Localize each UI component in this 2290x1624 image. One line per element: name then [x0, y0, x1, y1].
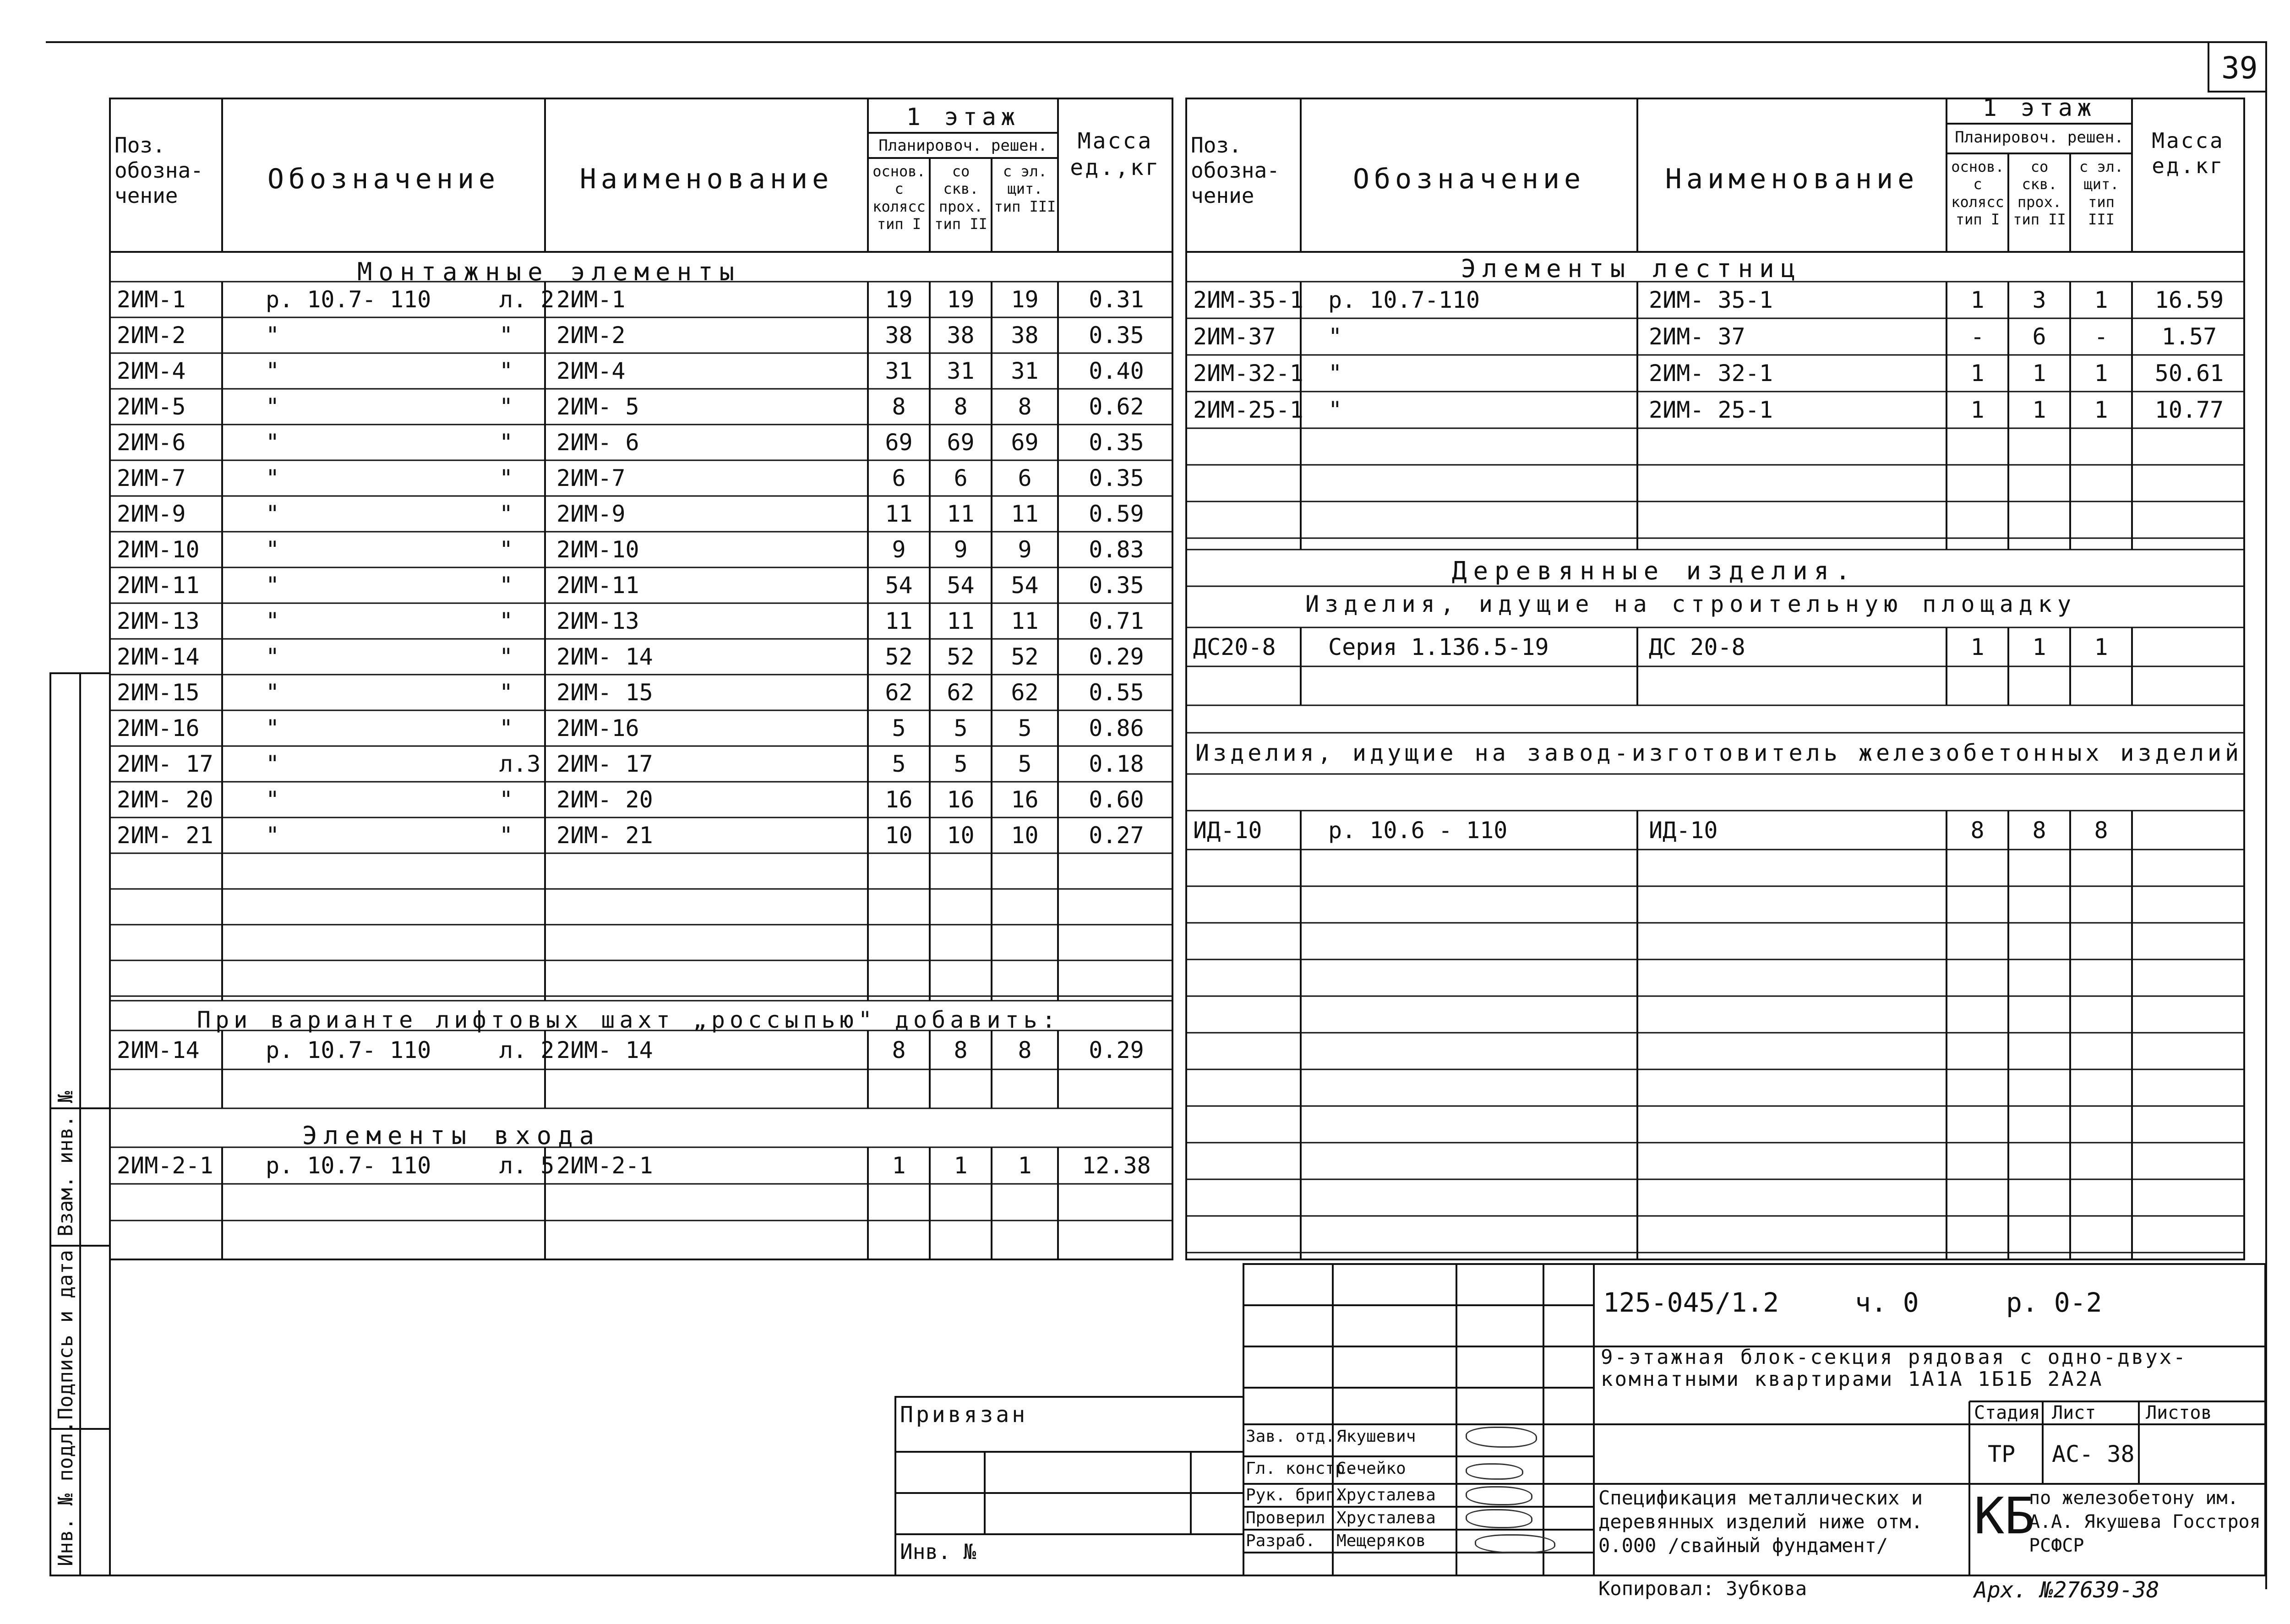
cell-sheet-ref: " — [499, 715, 513, 741]
cell-pos: 2ИМ-4 — [117, 358, 186, 384]
cell-type1: 8 — [1970, 817, 1985, 844]
sheet-label: Лист — [2052, 1402, 2096, 1423]
right-header-type2: со скв. прох. тип II — [2013, 158, 2066, 229]
cell-mass: 0.71 — [1089, 608, 1144, 634]
cell-sheet-ref: " — [499, 786, 513, 813]
cell-mass: 0.59 — [1089, 501, 1144, 527]
role-title: Рук. бриг. — [1246, 1486, 1345, 1504]
cell-name: 2ИМ- 32-1 — [1649, 360, 1773, 387]
left-section-lift: При варианте лифтовых шахт „россыпью" добавить: — [197, 1007, 1060, 1033]
cell-type2: 52 — [947, 643, 975, 670]
cell-name: 2ИМ-13 — [556, 608, 639, 634]
right-header-mass: Масса ед.кг — [2152, 128, 2225, 179]
cell-type1: 1 — [892, 1152, 906, 1179]
cell-designation: " — [266, 715, 280, 741]
cell-mass: 0.29 — [1089, 643, 1144, 670]
cell-type1: 1 — [1970, 397, 1985, 423]
cell-type1: 62 — [885, 679, 913, 706]
cell-type1: 19 — [885, 286, 913, 313]
side-stamp-vzam: Взам. инв. № — [54, 1091, 77, 1237]
cell-type1: 8 — [892, 1036, 906, 1063]
cell-mass: 1.57 — [2161, 323, 2217, 350]
cell-designation: " — [266, 572, 280, 599]
cell-pos: 2ИМ-32-1 — [1193, 360, 1303, 387]
cell-type3: 1 — [2094, 360, 2108, 387]
cell-mass: 0.35 — [1089, 322, 1144, 349]
right-section-wood-sub: Изделия, идущие на строительную площадку — [1305, 591, 2077, 617]
cell-pos: 2ИМ-6 — [117, 429, 186, 456]
cell-type1: 31 — [885, 358, 913, 384]
cell-sheet-ref: " — [499, 572, 513, 599]
left-header-pos: Поз. обозна- чение — [114, 133, 203, 208]
left-header-designation: Обозначение — [267, 163, 500, 195]
right-section-plant: Изделия, идущие на завод-изготовитель железобетонных изделий — [1195, 740, 2243, 766]
cell-type1: 11 — [885, 501, 913, 527]
cell-type3: - — [2094, 323, 2108, 350]
cell-type1: 11 — [885, 608, 913, 634]
right-header-designation: Обозначение — [1352, 163, 1586, 195]
stage-label: Стадия — [1974, 1402, 2040, 1423]
role-title: Разраб. — [1246, 1531, 1315, 1550]
cell-sheet-ref: л. 2 — [499, 286, 555, 313]
right-header-plan: Планировоч. решен. — [1955, 128, 2124, 147]
cell-type3: 5 — [1018, 751, 1032, 777]
cell-mass: 0.62 — [1089, 393, 1144, 420]
cell-type1: 5 — [892, 715, 906, 741]
signature-3 — [1466, 1486, 1532, 1505]
org-logo: КБ — [1974, 1487, 2035, 1545]
cell-name: 2ИМ-16 — [556, 715, 639, 741]
cell-sheet-ref: " — [499, 608, 513, 634]
cell-type3: 69 — [1011, 429, 1039, 456]
cell-type2: 5 — [954, 715, 968, 741]
cell-sheet-ref: " — [499, 429, 513, 456]
cell-designation: " — [1328, 323, 1342, 350]
cell-name: 2ИМ-10 — [556, 536, 639, 563]
project-title: 9-этажная блок-секция рядовая с одно-двух- комнатными квартирами 1А1А 1Б1Б 2А2А — [1601, 1346, 2187, 1391]
cell-pos: 2ИМ-25-1 — [1193, 397, 1303, 423]
cell-designation: " — [266, 358, 280, 384]
cell-designation: " — [266, 751, 280, 777]
cell-type2: 1 — [2032, 633, 2046, 660]
cell-designation: " — [266, 822, 280, 849]
cell-mass: 0.27 — [1089, 822, 1144, 849]
cell-type1: 54 — [885, 572, 913, 599]
left-section-entry: Элементы входа — [302, 1121, 601, 1150]
role-person: Хрусталева — [1336, 1486, 1436, 1504]
stage-value: ТР — [1988, 1441, 2016, 1467]
cell-type3: 10 — [1011, 822, 1039, 849]
cell-type3: 1 — [2094, 633, 2108, 660]
side-stamp-podpis: Подпись и дата — [54, 1250, 77, 1420]
right-header-name: Наименование — [1665, 163, 1919, 195]
signature-4 — [1466, 1509, 1532, 1528]
cell-sheet-ref: " — [499, 358, 513, 384]
cell-designation: " — [266, 501, 280, 527]
doc-part: ч. 0 — [1855, 1287, 1919, 1318]
cell-type2: 69 — [947, 429, 975, 456]
cell-type3: 19 — [1011, 286, 1039, 313]
cell-type3: 31 — [1011, 358, 1039, 384]
cell-sheet-ref: " — [499, 322, 513, 349]
cell-type1: 1 — [1970, 287, 1985, 313]
role-person: Якушевич — [1336, 1427, 1416, 1446]
signature-5 — [1475, 1534, 1555, 1553]
doc-section: р. 0-2 — [2006, 1287, 2102, 1318]
cell-type3: 8 — [1018, 1036, 1032, 1063]
cell-pos: 2ИМ-10 — [117, 536, 200, 563]
doc-code: 125-045/1.2 — [1603, 1287, 1779, 1318]
cell-type1: - — [1970, 323, 1985, 350]
right-header-pos: Поз. обозна- чение — [1191, 133, 1280, 208]
cell-type2: 1 — [2032, 360, 2046, 387]
cell-type1: 1 — [1970, 360, 1985, 387]
cell-name: 2ИМ- 37 — [1649, 323, 1745, 350]
cell-name: ДС 20-8 — [1649, 633, 1745, 660]
cell-name: 2ИМ- 6 — [556, 429, 639, 456]
cell-designation: " — [1328, 360, 1342, 387]
cell-type3: 5 — [1018, 715, 1032, 741]
cell-mass: 50.61 — [2154, 360, 2224, 387]
cell-pos: 2ИМ-11 — [117, 572, 200, 599]
cell-type2: 8 — [954, 393, 968, 420]
cell-type3: 1 — [2094, 397, 2108, 423]
left-header-type3: с эл. щит. тип III — [994, 163, 1056, 215]
cell-mass: 12.38 — [1082, 1152, 1151, 1179]
cell-type1: 16 — [885, 786, 913, 813]
cell-pos: 2ИМ-5 — [117, 393, 186, 420]
cell-name: 2ИМ-9 — [556, 501, 626, 527]
cell-type2: 11 — [947, 501, 975, 527]
cell-name: 2ИМ-4 — [556, 358, 626, 384]
right-header-type1: основ. с колясс тип I — [1951, 158, 2004, 229]
cell-pos: 2ИМ- 20 — [117, 786, 213, 813]
cell-mass: 0.31 — [1089, 286, 1144, 313]
role-person: Мещеряков — [1336, 1531, 1426, 1550]
cell-mass: 16.59 — [2154, 287, 2224, 313]
role-person: Сечейко — [1336, 1459, 1406, 1478]
left-header-floor: 1 этаж — [906, 104, 1020, 131]
cell-type3: 1 — [1018, 1152, 1032, 1179]
cell-name: 2ИМ-7 — [556, 465, 626, 491]
cell-type1: 5 — [892, 751, 906, 777]
cell-pos: 2ИМ-1 — [117, 286, 186, 313]
cell-type3: 16 — [1011, 786, 1039, 813]
cell-pos: 2ИМ-7 — [117, 465, 186, 491]
cell-sheet-ref: " — [499, 643, 513, 670]
left-header-type1: основ. с колясс тип I — [872, 163, 926, 233]
cell-type2: 8 — [954, 1036, 968, 1063]
cell-pos: 2ИМ-13 — [117, 608, 200, 634]
cell-mass: 0.86 — [1089, 715, 1144, 741]
cell-type2: 5 — [954, 751, 968, 777]
drawing-title: Спецификация металлических и деревянных изделий ниже отм. 0.000 /свайный фундамент/ — [1598, 1487, 1923, 1557]
cell-sheet-ref: " — [499, 822, 513, 849]
cell-sheet-ref: л. 5 — [499, 1152, 555, 1179]
cell-name: 2ИМ-1 — [556, 286, 626, 313]
cell-type2: 8 — [2032, 817, 2046, 844]
cell-pos: ДС20-8 — [1193, 633, 1276, 660]
cell-designation: " — [266, 643, 280, 670]
cell-pos: 2ИМ-14 — [117, 643, 200, 670]
cell-name: ИД-10 — [1649, 817, 1718, 844]
right-header-type3: с эл. щит. тип III — [2079, 158, 2124, 229]
cell-sheet-ref: " — [499, 679, 513, 706]
sheet-value: АС- 38 — [2052, 1441, 2135, 1467]
right-header-floor: 1 этаж — [1982, 94, 2096, 122]
cell-designation: р. 10.7- 110 — [266, 286, 431, 313]
cell-designation: " — [266, 393, 280, 420]
signature-1 — [1466, 1427, 1537, 1448]
cell-designation: " — [266, 786, 280, 813]
cell-name: 2ИМ- 14 — [556, 1036, 653, 1063]
role-person: Хрусталева — [1336, 1509, 1436, 1527]
cell-type2: 3 — [2032, 287, 2046, 313]
cell-designation: " — [1328, 397, 1342, 423]
side-stamp-inv-podl: Инв. № подл. — [54, 1421, 77, 1566]
sheets-label: Листов — [2146, 1402, 2212, 1423]
cell-mass: 0.35 — [1089, 429, 1144, 456]
cell-mass: 0.60 — [1089, 786, 1144, 813]
cell-pos: ИД-10 — [1193, 817, 1262, 844]
cell-type1: 10 — [885, 822, 913, 849]
left-header-plan: Планировоч. решен. — [878, 136, 1047, 155]
cell-name: 2ИМ-2 — [556, 322, 626, 349]
cell-name: 2ИМ- 20 — [556, 786, 653, 813]
cell-pos: 2ИМ-35-1 — [1193, 287, 1303, 313]
cell-type2: 10 — [947, 822, 975, 849]
cell-sheet-ref: " — [499, 393, 513, 420]
cell-type3: 11 — [1011, 501, 1039, 527]
cell-designation: " — [266, 608, 280, 634]
left-header-mass: Масса ед.,кг — [1070, 128, 1161, 180]
role-title: Гл. констр. — [1246, 1459, 1355, 1478]
cell-sheet-ref: " — [499, 501, 513, 527]
cell-type2: 16 — [947, 786, 975, 813]
cell-designation: р. 10.7- 110 — [266, 1036, 431, 1063]
cell-type2: 9 — [954, 536, 968, 563]
cell-type3: 54 — [1011, 572, 1039, 599]
cell-type2: 54 — [947, 572, 975, 599]
cell-type2: 11 — [947, 608, 975, 634]
cell-type1: 6 — [892, 465, 906, 491]
cell-name: 2ИМ- 21 — [556, 822, 653, 849]
cell-sheet-ref: л.3 — [499, 751, 541, 777]
cell-type1: 69 — [885, 429, 913, 456]
cell-name: 2ИМ- 15 — [556, 679, 653, 706]
cell-type1: 52 — [885, 643, 913, 670]
archive-number: Арх. №27639-38 — [1974, 1577, 2159, 1603]
cell-name: 2ИМ- 5 — [556, 393, 639, 420]
cell-mass: 0.35 — [1089, 465, 1144, 491]
cell-type2: 62 — [947, 679, 975, 706]
cell-designation: р. 10.6 - 110 — [1328, 817, 1508, 844]
cell-mass: 0.29 — [1089, 1036, 1144, 1063]
cell-type2: 31 — [947, 358, 975, 384]
left-header-name: Наименование — [579, 163, 834, 195]
cell-mass: 0.35 — [1089, 572, 1144, 599]
cell-pos: 2ИМ- 21 — [117, 822, 213, 849]
role-title: Зав. отд. — [1246, 1427, 1336, 1446]
cell-pos: 2ИМ-37 — [1193, 323, 1276, 350]
cell-type2: 6 — [954, 465, 968, 491]
cell-type3: 11 — [1011, 608, 1039, 634]
cell-mass: 0.55 — [1089, 679, 1144, 706]
cell-name: 2ИМ-11 — [556, 572, 639, 599]
cell-sheet-ref: " — [499, 536, 513, 563]
cell-designation: " — [266, 322, 280, 349]
cell-type1: 1 — [1970, 633, 1985, 660]
cell-designation: " — [266, 465, 280, 491]
cell-name: 2ИМ-2-1 — [556, 1152, 653, 1179]
cell-type3: 62 — [1011, 679, 1039, 706]
cell-designation: " — [266, 429, 280, 456]
cell-designation: р. 10.7- 110 — [266, 1152, 431, 1179]
cell-type3: 9 — [1018, 536, 1032, 563]
cell-type2: 1 — [2032, 397, 2046, 423]
right-section-wood: Деревянные изделия. — [1452, 556, 1857, 585]
cell-type3: 38 — [1011, 322, 1039, 349]
cell-sheet-ref: л. 2 — [499, 1036, 555, 1063]
cell-designation: р. 10.7-110 — [1328, 287, 1480, 313]
cell-type3: 8 — [1018, 393, 1032, 420]
cell-type2: 38 — [947, 322, 975, 349]
cell-pos: 2ИМ-16 — [117, 715, 200, 741]
cell-type3: 6 — [1018, 465, 1032, 491]
cell-type3: 1 — [2094, 287, 2108, 313]
right-section-stairs: Элементы лестниц — [1461, 254, 1802, 283]
cell-type2: 6 — [2032, 323, 2046, 350]
cell-pos: 2ИМ-2 — [117, 322, 186, 349]
signature-2 — [1466, 1463, 1523, 1480]
cell-pos: 2ИМ-15 — [117, 679, 200, 706]
privyazan-label: Привязан — [900, 1402, 1028, 1428]
cell-name: 2ИМ- 14 — [556, 643, 653, 670]
cell-type3: 52 — [1011, 643, 1039, 670]
cell-pos: 2ИМ-9 — [117, 501, 186, 527]
sheet-number: 39 — [2221, 50, 2258, 86]
role-title: Проверил — [1246, 1509, 1325, 1527]
left-header-type2: со скв. прох. тип II — [934, 163, 987, 233]
cell-name: 2ИМ- 17 — [556, 751, 653, 777]
cell-name: 2ИМ- 35-1 — [1649, 287, 1773, 313]
cell-pos: 2ИМ-14 — [117, 1036, 200, 1063]
cell-type2: 19 — [947, 286, 975, 313]
copied-by: Копировал: Зубкова — [1598, 1577, 1807, 1600]
cell-mass: 0.18 — [1089, 751, 1144, 777]
org-name: по железобетону им. А.А. Якушева Госстроя РСФСР — [2029, 1488, 2261, 1556]
left-section-mount: Монтажные элементы — [357, 257, 741, 286]
cell-sheet-ref: " — [499, 465, 513, 491]
cell-mass: 10.77 — [2154, 397, 2224, 423]
cell-name: 2ИМ- 25-1 — [1649, 397, 1773, 423]
cell-type2: 1 — [954, 1152, 968, 1179]
cell-mass: 0.83 — [1089, 536, 1144, 563]
privyazan-inv: Инв. № — [900, 1539, 976, 1564]
cell-type1: 9 — [892, 536, 906, 563]
cell-type1: 38 — [885, 322, 913, 349]
cell-type1: 8 — [892, 393, 906, 420]
cell-mass: 0.40 — [1089, 358, 1144, 384]
cell-designation: " — [266, 679, 280, 706]
cell-designation: Серия 1.136.5-19 — [1328, 633, 1549, 660]
cell-designation: " — [266, 536, 280, 563]
cell-type3: 8 — [2094, 817, 2108, 844]
cell-pos: 2ИМ- 17 — [117, 751, 213, 777]
cell-pos: 2ИМ-2-1 — [117, 1152, 213, 1179]
